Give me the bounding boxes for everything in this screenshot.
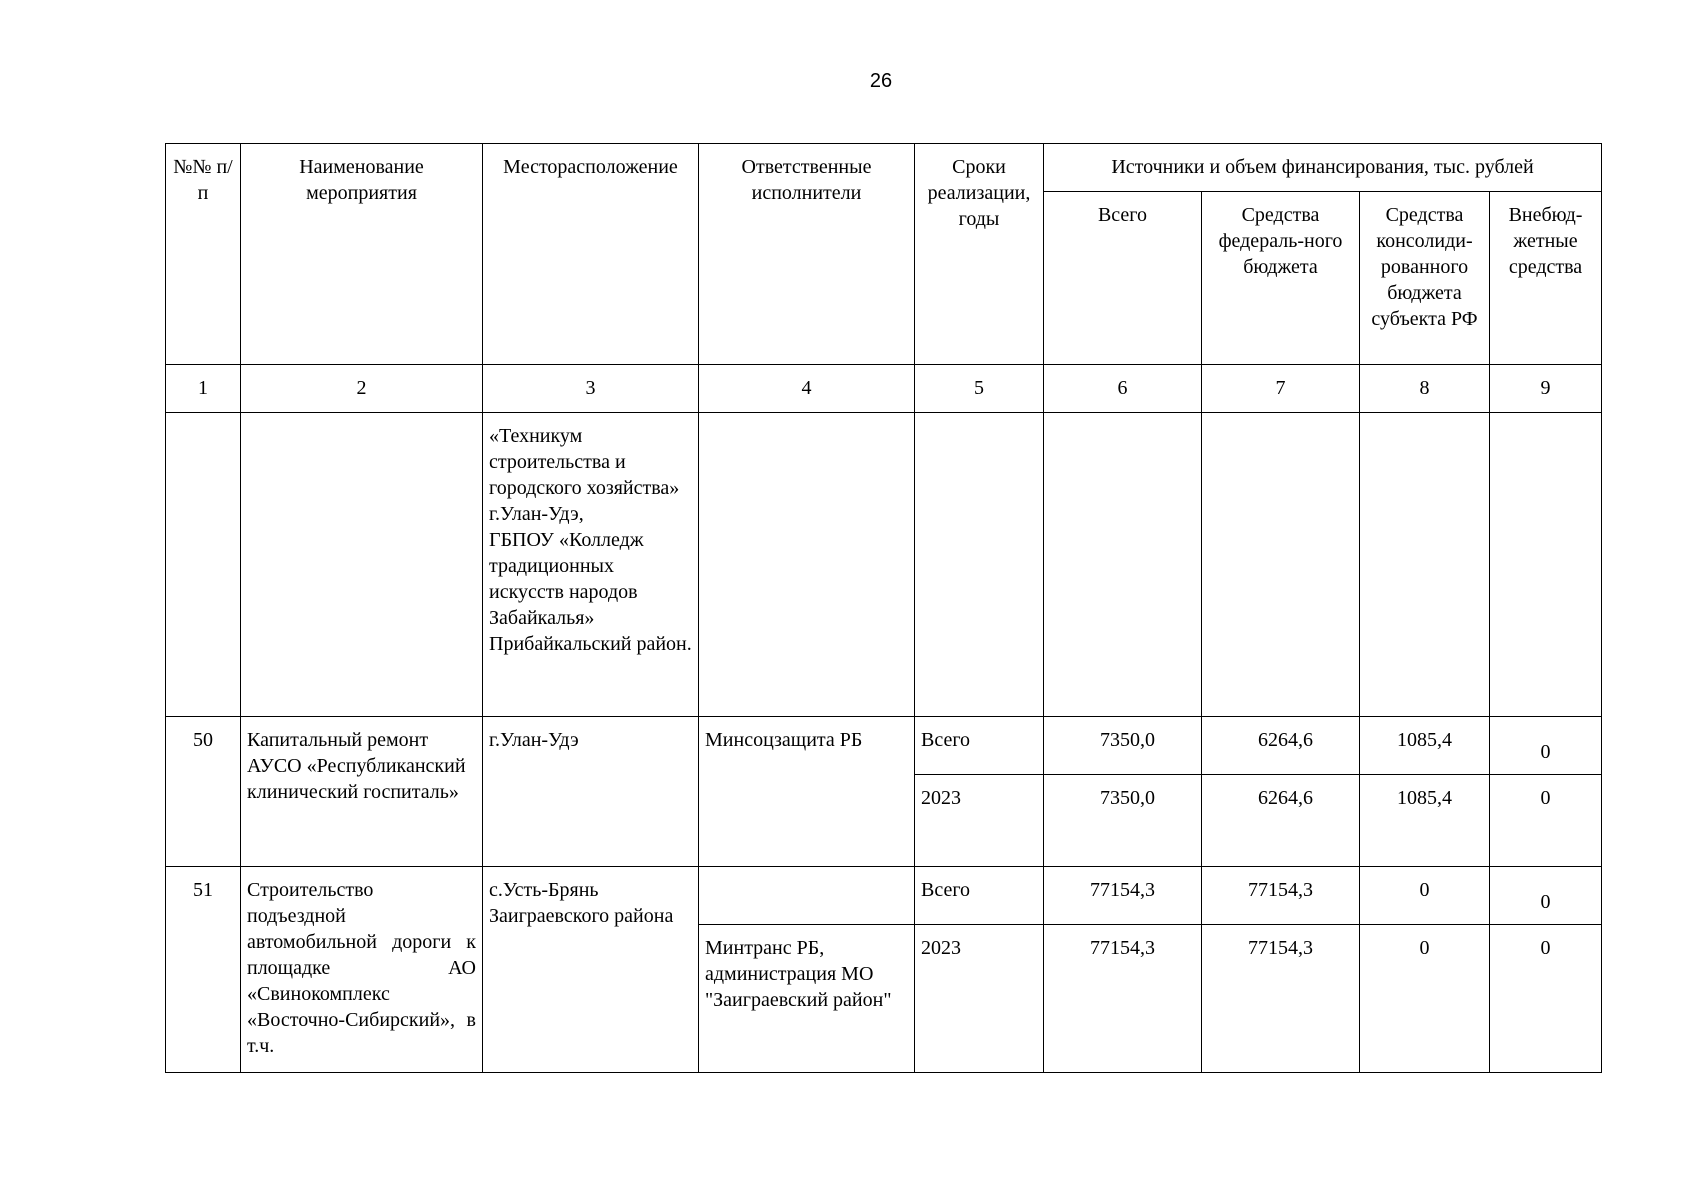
row-regional: 1085,4 bbox=[1360, 775, 1490, 867]
column-number: 7 bbox=[1202, 365, 1360, 413]
column-number: 4 bbox=[699, 365, 915, 413]
header-location: Месторасположение bbox=[483, 144, 699, 365]
table-row bbox=[166, 717, 1602, 775]
header-federal: Средства федераль-ного бюджета bbox=[1202, 192, 1360, 365]
row-number: 51 bbox=[166, 867, 241, 1073]
header-financing-group: Источники и объем финансирования, тыс. рублей bbox=[1044, 144, 1602, 192]
row-federal: 6264,6 bbox=[1202, 717, 1360, 775]
row-name: Капитальный ремонт АУСО «Республиканский клинический госпиталь» bbox=[241, 717, 483, 867]
financing-table bbox=[165, 143, 1602, 1073]
header-number: №№ п/п bbox=[166, 144, 241, 365]
row-executor: Минсоцзащита РБ bbox=[699, 717, 915, 867]
row-extrabudget: 0 bbox=[1490, 775, 1602, 867]
row-total: 77154,3 bbox=[1044, 925, 1202, 1073]
column-number: 6 bbox=[1044, 365, 1202, 413]
row-number: 50 bbox=[166, 717, 241, 867]
table-header-row bbox=[166, 144, 1602, 192]
header-total: Всего bbox=[1044, 192, 1202, 365]
row-executor: Минтранс РБ, администрация МО "Заиграевский район" bbox=[699, 925, 915, 1073]
row-extrabudget: 0 bbox=[1490, 925, 1602, 1073]
column-number: 3 bbox=[483, 365, 699, 413]
column-number: 5 bbox=[915, 365, 1044, 413]
continuation-row bbox=[166, 413, 1602, 717]
header-name: Наименование мероприятия bbox=[241, 144, 483, 365]
row-total: 77154,3 bbox=[1044, 867, 1202, 925]
page-number: 26 bbox=[869, 70, 893, 92]
row-location: с.Усть-Брянь Заиграевского района bbox=[483, 867, 699, 1073]
row-regional: 1085,4 bbox=[1360, 717, 1490, 775]
row-period: 2023 bbox=[915, 775, 1044, 867]
column-number: 2 bbox=[241, 365, 483, 413]
row-period: Всего bbox=[915, 717, 1044, 775]
row-regional: 0 bbox=[1360, 925, 1490, 1073]
column-number: 9 bbox=[1490, 365, 1602, 413]
row-name: Строительство подъездной автомобильной дороги к площадке АО «Свинокомплекс «Восточно-Сибирский», в т.ч. bbox=[241, 867, 483, 1073]
row-federal: 6264,6 bbox=[1202, 775, 1360, 867]
row-location: г.Улан-Удэ bbox=[483, 717, 699, 867]
continuation-location: «Техникум строительства и городского хозяйства» г.Улан-Удэ, ГБПОУ «Колледж традиционных искусств народов Забайкалья» Прибайкальский район. bbox=[483, 413, 699, 717]
row-total: 7350,0 bbox=[1044, 717, 1202, 775]
header-extrabudget: Внебюд-жетные средства bbox=[1490, 192, 1602, 365]
row-regional: 0 bbox=[1360, 867, 1490, 925]
row-federal: 77154,3 bbox=[1202, 867, 1360, 925]
row-federal: 77154,3 bbox=[1202, 925, 1360, 1073]
row-total: 7350,0 bbox=[1044, 775, 1202, 867]
header-regional: Средства консолиди-рованного бюджета субъекта РФ bbox=[1360, 192, 1490, 365]
column-numbers-row bbox=[166, 365, 1602, 413]
header-period: Сроки реализации, годы bbox=[915, 144, 1044, 365]
header-executors: Ответственные исполнители bbox=[699, 144, 915, 365]
row-extrabudget: 0 bbox=[1490, 717, 1602, 775]
column-number: 8 bbox=[1360, 365, 1490, 413]
column-number: 1 bbox=[166, 365, 241, 413]
row-extrabudget: 0 bbox=[1490, 867, 1602, 925]
table-row bbox=[166, 867, 1602, 925]
row-period: Всего bbox=[915, 867, 1044, 925]
row-period: 2023 bbox=[915, 925, 1044, 1073]
